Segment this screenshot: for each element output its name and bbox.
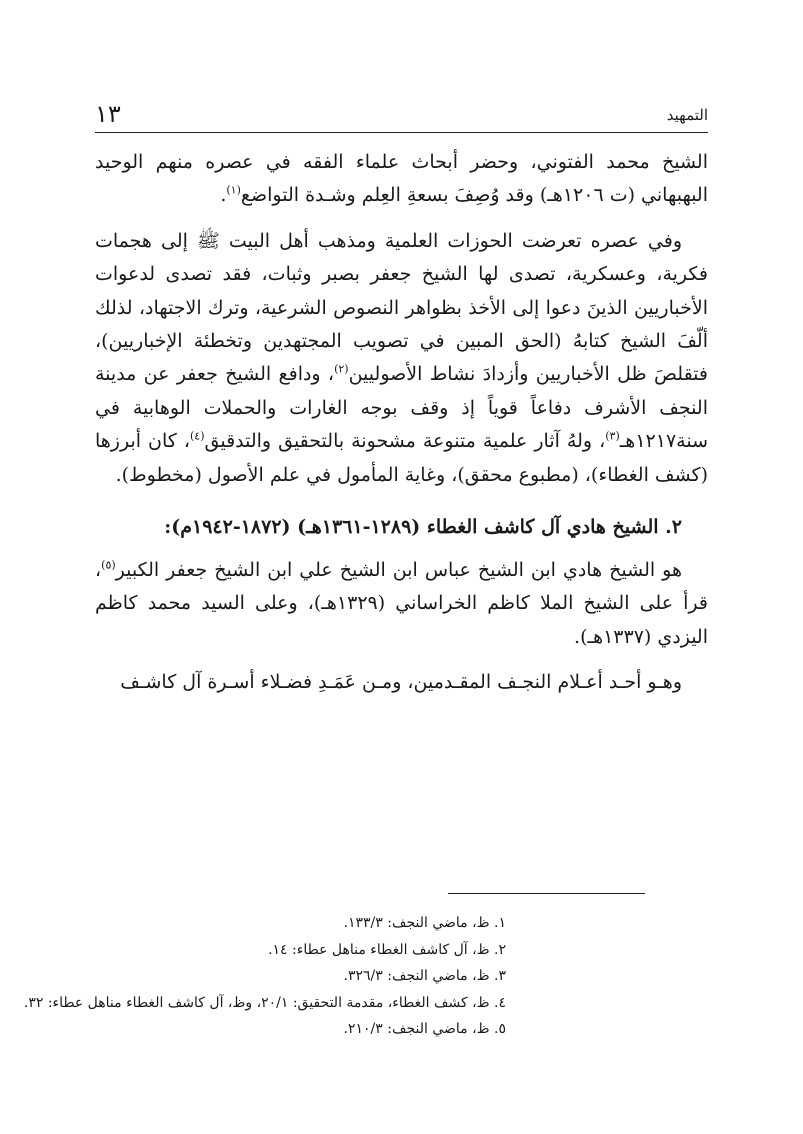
paragraph-2-text-d: ، كان أبرزها (كشف الغطاء)، (مطبوع محقق)، وغاية المأمول في علم الأصول (مخطوط). [95,430,708,486]
paragraph-2 [95,225,708,492]
footnote-divider [448,893,645,894]
section-heading: ٢. الشيخ هادي آل كاشف الغطاء (١٢٨٩-١٣٦١هـ) (١٨٧٢-١٩٤٢م): [164,516,682,539]
body-text [95,146,708,700]
paragraph-1-text: الشيخ محمد الفتوني، وحضر أبحاث علماء الفقه في عصره منهم الوحيد البهبهاني (ت ١٢٠٦هـ) وقد وُصِفَ بسعةِ العِلم وشـدة التواضع [95,151,708,207]
paragraph-2-text-a: وفي عصره تعرضت الحوزات العلمية ومذهب أهل البيت ﷺ إلى هجمات فكرية، وعسكرية، تصدى لها الشيخ جعفر بصبر وثبات، فقد تصدى لدعوات الأخباريين الذينَ دعوا إلى الأخذ بظواهر النصوص الشرعية، وترك الاجتهاد، لذلك ألّفَ الشيخ كتابهُ (الحق المبين في تصويب المجتهدين وتخطئة الإخباريين)، فتقلصَ ظل الأخباريين وأزدادَ نشاط الأصوليين [95,229,708,386]
paragraph-4: وهـو أحـد أعـلام النجـف المقـدمين، ومـن عَمَـدِ فضـلاء أسـرة آل كاشـف [120,671,682,694]
footnote-ref-4: (٤) [189,429,205,443]
footnote-2: ٢. ظ، آل كاشف الغطاء مناهل عطاء: ١٤. [268,941,506,958]
page-number: ١٣ [95,100,121,128]
running-header [95,92,708,133]
paragraph-1-end: . [220,184,227,207]
running-title: التمهيد [666,106,708,124]
footnote-3: ٣. ظ، ماضي النجف: ٣٢٦/٣. [343,968,506,984]
paragraph-2-text-c: ، ولهُ آثار علمية متنوعة مشحونة بالتحقيق والتدقيق [204,430,606,453]
footnote-ref-1: (١) [226,184,241,198]
footnote-ref-3: (٣) [605,429,620,443]
paragraph-3-text-a: هو الشيخ هادي ابن الشيخ عباس ابن الشيخ علي ابن الشيخ جعفر الكبير [115,559,682,582]
footnote-4: ٤. ظ، كشف الغطاء، مقدمة التحقيق: ٢٠/١، وظ، آل كاشف الغطاء مناهل عطاء: ٣٢. [23,994,506,1011]
footnote-5: ٥. ظ، ماضي النجف: ٢١٠/٣. [343,1021,506,1037]
paragraph-2-text-b: ، ودافع الشيخ جعفر عن مدينة النجف الأشرف دفاعاً قوياً إذ وقف بوجه الغارات والحملات الوهابية في سنة١٢١٧هـ [95,363,708,453]
paragraph-3-text-b: ، قرأ على الشيخ الملا كاظم الخراساني (١٣٢٩هـ)، وعلى السيد محمد كاظم اليزدي (١٣٣٧هـ). [95,559,708,648]
footnote-ref-5: (٥) [101,558,116,572]
footnote-ref-2: (٢) [334,363,349,377]
footnote-1: ١. ظ، ماضي النجف: ١٣٣/٣. [343,915,506,931]
paragraph-3 [95,554,708,654]
footnotes-list [23,910,708,1043]
paragraph-1 [95,146,708,213]
